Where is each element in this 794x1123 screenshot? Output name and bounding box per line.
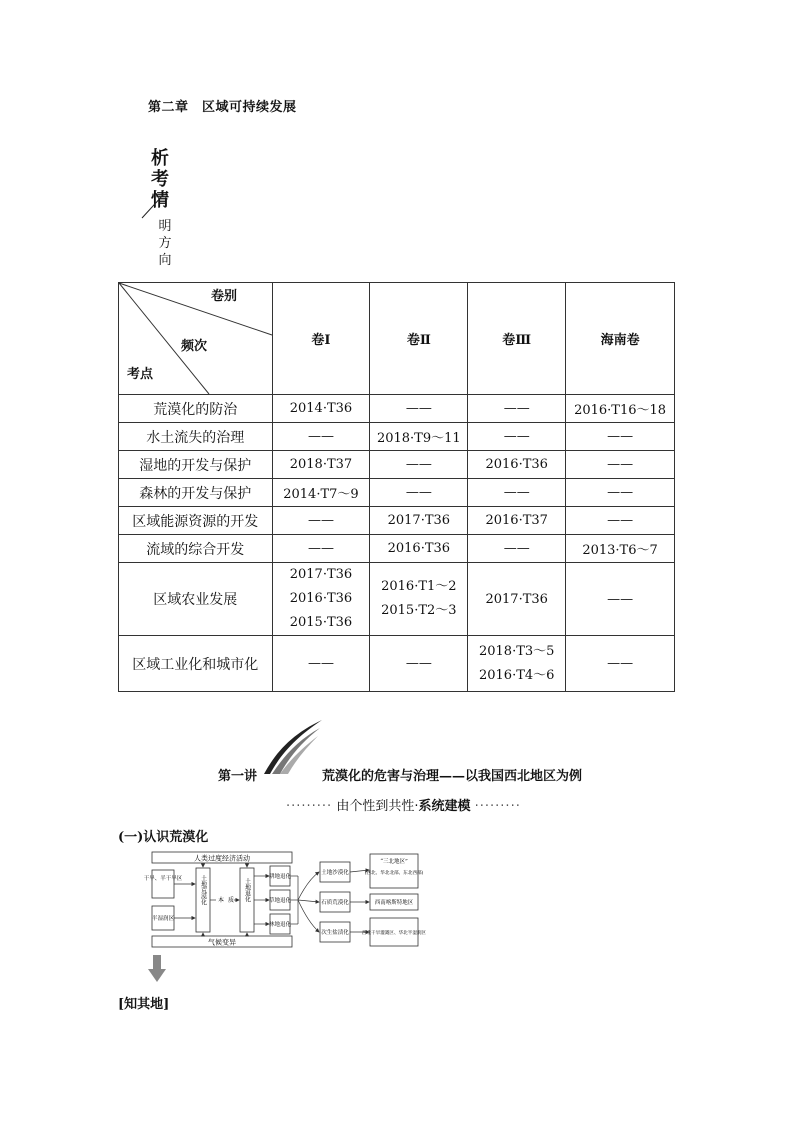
- table-row: [119, 479, 675, 507]
- column-header: 卷Ⅱ: [370, 283, 468, 395]
- lesson-title: 荒漠化的危害与治理——以我国西北地区为例: [322, 769, 583, 784]
- lesson-number: 第一讲: [218, 769, 258, 784]
- down-arrow-icon: [147, 955, 167, 983]
- topic-cell: 区域能源资源的开发: [119, 507, 273, 535]
- value-cell: 2016·T37: [468, 507, 566, 535]
- value-cell: ——: [566, 636, 675, 692]
- section-title-vertical: 析 考 情: [151, 148, 169, 211]
- value-cell: 2018·T37: [272, 451, 370, 479]
- value-cell: 2017·T36: [468, 563, 566, 636]
- value-cell: 2017·T36 2016·T36 2015·T36: [272, 563, 370, 636]
- exam-frequency-table: [118, 282, 675, 692]
- value-cell: 2017·T36: [370, 507, 468, 535]
- column-header: 卷Ⅰ: [272, 283, 370, 395]
- value-cell: ——: [370, 636, 468, 692]
- climate-change-label: 气候变异: [208, 938, 236, 947]
- topic-cell: 流域的综合开发: [119, 535, 273, 563]
- table-row: [119, 451, 675, 479]
- human-activity-label: 人类过度经济活动: [194, 854, 250, 863]
- three-north-area-label: “三北地区”: [380, 859, 408, 865]
- farmland-degradation-label: 耕地退化: [268, 874, 292, 880]
- table-row: [119, 423, 675, 451]
- section-subtitle-vertical: 明 方 向: [158, 219, 172, 268]
- table-row: [119, 563, 675, 636]
- value-cell: ——: [468, 479, 566, 507]
- value-cell: ——: [272, 423, 370, 451]
- value-cell: 2016·T16～18: [566, 395, 675, 423]
- value-cell: ——: [566, 423, 675, 451]
- value-cell: 2013·T6～7: [566, 535, 675, 563]
- sandy-desertification-label: 土地沙漠化: [321, 870, 349, 876]
- topic-cell: 森林的开发与保护: [119, 479, 273, 507]
- value-cell: 2016·T36: [370, 535, 468, 563]
- topic-cell: 区域工业化和城市化: [119, 636, 273, 692]
- value-cell: ——: [566, 563, 675, 636]
- three-north-area-detail: (西北、华北北部、东北西部): [364, 871, 424, 876]
- dotted-rule-right: ·········: [474, 799, 521, 814]
- essence-label-1: 本: [218, 897, 225, 904]
- value-cell: ——: [370, 479, 468, 507]
- column-header: 海南卷: [566, 283, 675, 395]
- rocky-desertification-label: 石质荒漠化: [321, 900, 349, 906]
- dotted-rule-left: ·········: [286, 799, 333, 814]
- land-desertification-label: 土地荒漠化: [199, 875, 207, 905]
- salinization-label: 次生盐渍化: [321, 930, 349, 936]
- corner-label-frequency: 频次: [181, 339, 208, 354]
- table-row: [119, 507, 675, 535]
- table-corner-cell: [119, 283, 273, 395]
- value-cell: ——: [468, 535, 566, 563]
- grassland-degradation-label: 草地退化: [268, 898, 292, 904]
- swoosh-decoration-icon: [262, 718, 324, 776]
- topic-cell: 区域农业发展: [119, 563, 273, 636]
- topic-cell: 湿地的开发与保护: [119, 451, 273, 479]
- desertification-concept-diagram: [143, 850, 427, 950]
- topic-cell: 荒漠化的防治: [119, 395, 273, 423]
- corner-label-topic: 考点: [127, 367, 154, 382]
- table-row: [119, 636, 675, 692]
- irrigation-area-label: 西北干旱灌溉区、华北半湿润区: [361, 931, 427, 936]
- value-cell: 2018·T9～11: [370, 423, 468, 451]
- column-header: 卷Ⅲ: [468, 283, 566, 395]
- karst-area-label: 西南喀斯特地区: [374, 900, 414, 906]
- value-cell: ——: [272, 636, 370, 692]
- table-row: [119, 395, 675, 423]
- section-heading: (一)认识荒漠化: [118, 830, 209, 845]
- value-cell: 2016·T1～2 2015·T2～3: [370, 563, 468, 636]
- value-cell: 2018·T3～5 2016·T4～6: [468, 636, 566, 692]
- value-cell: ——: [566, 451, 675, 479]
- value-cell: ——: [468, 395, 566, 423]
- value-cell: ——: [370, 451, 468, 479]
- essence-label-2: 质: [228, 897, 235, 904]
- section-heading: [知其地]: [118, 997, 170, 1012]
- value-cell: ——: [272, 507, 370, 535]
- corner-label-paper: 卷别: [211, 289, 238, 304]
- land-degradation-label: 土地退化: [243, 878, 251, 902]
- value-cell: ——: [370, 395, 468, 423]
- arid-region-label: 干旱、半干旱区: [143, 876, 183, 882]
- table-row: [119, 535, 675, 563]
- value-cell: 2016·T36: [468, 451, 566, 479]
- value-cell: ——: [566, 479, 675, 507]
- value-cell: 2014·T7～9: [272, 479, 370, 507]
- subhumid-region-label: 半湿润区: [151, 916, 175, 922]
- chapter-header: 第二章 区域可持续发展: [148, 100, 297, 115]
- value-cell: ——: [566, 507, 675, 535]
- arid-region-box: [152, 870, 174, 898]
- forest-degradation-label: 林地退化: [268, 922, 292, 928]
- value-cell: 2014·T36: [272, 395, 370, 423]
- topic-cell: 水土流失的治理: [119, 423, 273, 451]
- value-cell: ——: [468, 423, 566, 451]
- model-banner: ········· 由个性到共性·系统建模 ·········: [286, 799, 521, 814]
- value-cell: ——: [272, 535, 370, 563]
